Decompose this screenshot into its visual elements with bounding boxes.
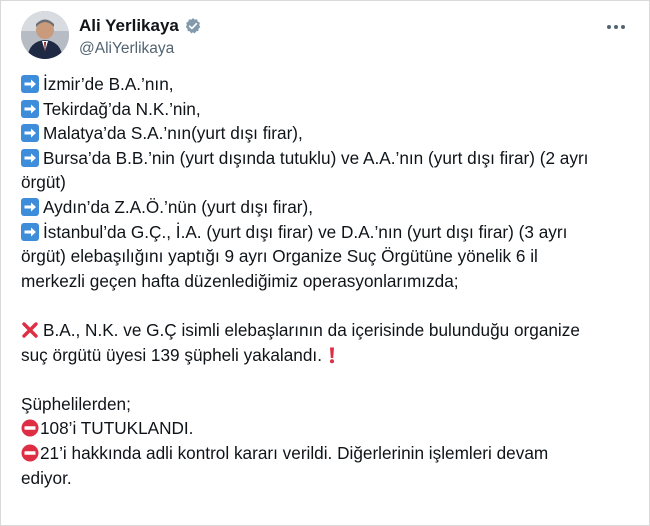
cross-mark-icon bbox=[21, 321, 39, 339]
post-line bbox=[21, 220, 633, 245]
no-entry-icon bbox=[21, 419, 39, 437]
post-line bbox=[21, 318, 633, 343]
verified-badge-icon bbox=[184, 17, 202, 35]
post-line bbox=[21, 72, 633, 97]
post-line-text: merkezli geçen hafta düzenlediğimiz operasyonlarımızda; bbox=[21, 270, 459, 291]
post-line bbox=[21, 170, 633, 195]
post-line-text: Malatya’da S.A.’nın(yurt dışı firar), bbox=[43, 123, 303, 144]
post-line bbox=[21, 392, 633, 417]
post-line-text: 108’i TUTUKLANDI. bbox=[40, 418, 194, 439]
post-line-text: Şüphelilerden; bbox=[21, 393, 131, 414]
no-entry-icon bbox=[21, 444, 39, 462]
post-line bbox=[21, 269, 633, 294]
right-arrow-icon bbox=[21, 100, 39, 118]
post-line-text: suç örgütü üyesi 139 şüpheli yakalandı. bbox=[21, 344, 322, 365]
post-line-text: ediyor. bbox=[21, 467, 72, 488]
post-line-text: 21’i hakkında adli kontrol kararı verildi. Diğerlerinin işlemleri devam bbox=[40, 442, 549, 463]
post-line bbox=[21, 146, 633, 171]
post-line bbox=[21, 195, 633, 220]
right-arrow-icon bbox=[21, 223, 39, 241]
post-line-text: Aydın’da Z.A.Ö.’nün (yurt dışı firar), bbox=[43, 196, 314, 217]
right-arrow-icon bbox=[21, 198, 39, 216]
post-line-text: Tekirdağ’da N.K.’nin, bbox=[43, 98, 201, 119]
post-text bbox=[21, 72, 633, 490]
post-line bbox=[21, 416, 633, 441]
post-line bbox=[21, 441, 633, 466]
post-header bbox=[21, 11, 631, 61]
post-line bbox=[21, 97, 633, 122]
display-name[interactable]: Ali Yerlikaya bbox=[79, 16, 179, 35]
post-line bbox=[21, 244, 633, 269]
more-options-icon[interactable] bbox=[603, 17, 629, 37]
post-line bbox=[21, 343, 633, 368]
user-handle[interactable]: @AliYerlikaya bbox=[79, 40, 175, 57]
post-line-text: örgüt) elebaşılığını yaptığı 9 ayrı Organize Suç Örgütüne yönelik 6 il bbox=[21, 246, 538, 267]
post-line-text: B.A., N.K. ve G.Ç isimli elebaşlarının da içerisinde bulunduğu organize bbox=[43, 319, 580, 340]
post-line-text: örgüt) bbox=[21, 172, 66, 193]
right-arrow-icon bbox=[21, 75, 39, 93]
post-line bbox=[21, 466, 633, 491]
avatar[interactable] bbox=[21, 11, 69, 59]
right-arrow-icon bbox=[21, 124, 39, 142]
right-arrow-icon bbox=[21, 149, 39, 167]
post-line-text: Bursa’da B.B.’nin (yurt dışında tutuklu) ve A.A.’nın (yurt dışı firar) (2 ayrı bbox=[43, 147, 589, 168]
post-line bbox=[21, 121, 633, 146]
blank-line bbox=[21, 293, 633, 318]
blank-line bbox=[21, 367, 633, 392]
exclamation-icon bbox=[327, 346, 337, 364]
post-line-text: İstanbul’da G.Ç., İ.A. (yurt dışı firar) ve D.A.’nın (yurt dışı firar) (3 ayrı bbox=[43, 221, 568, 242]
post-line-text: İzmir’de B.A.’nın, bbox=[43, 74, 174, 94]
